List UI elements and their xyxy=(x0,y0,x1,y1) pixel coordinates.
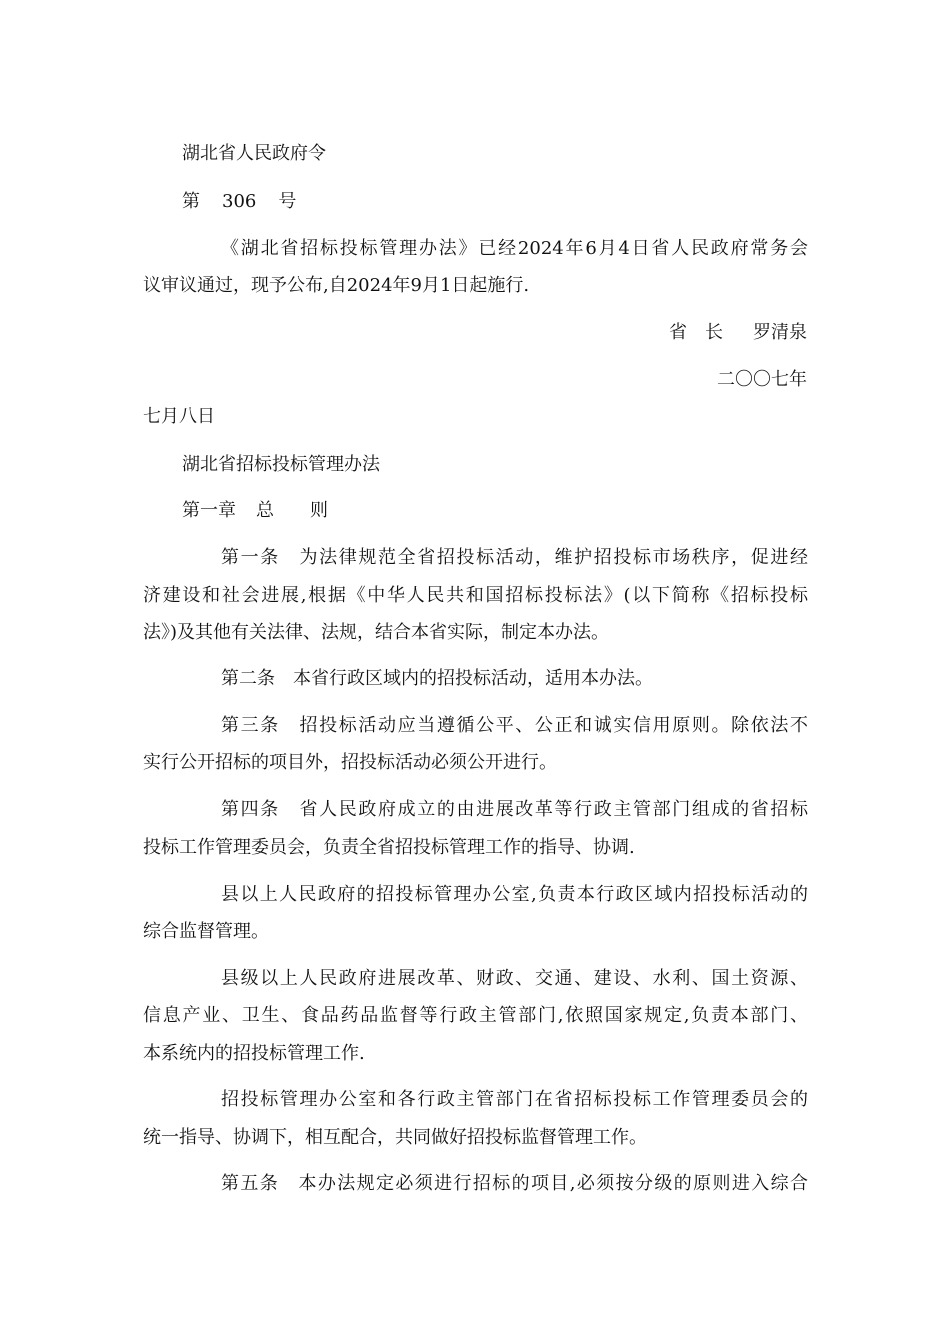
article-4-para-2-line-2: 综合监督管理。 xyxy=(143,921,269,942)
article-1-line-1: 第一条 为法律规范全省招投标活动，维护招投标市场秩序，促进经 xyxy=(221,547,808,568)
article-4-para-4-line-1: 招投标管理办公室和各行政主管部门在省招标投标工作管理委员会的 xyxy=(221,1089,808,1110)
order-number-line xyxy=(182,187,847,213)
article-1-line-3: 法》)及其他有关法律、法规，结合本省实际，制定本办法。 xyxy=(143,622,610,643)
article-4-line-2: 投标工作管理委员会，负责全省招投标管理工作的指导、协调. xyxy=(143,837,635,858)
date-line-1: 二〇〇七年 xyxy=(717,369,807,390)
document-title: 湖北省招标投标管理办法 xyxy=(182,454,380,475)
signature-line xyxy=(669,318,807,344)
article-4-line-1: 第四条 省人民政府成立的由进展改革等行政主管部门组成的省招标 xyxy=(221,799,808,820)
decree-line-1: 《湖北省招标投标管理办法》已经2024年6月4日省人民政府常务会 xyxy=(221,238,808,259)
article-2-line-1: 第二条 本省行政区域内的招投标活动，适用本办法。 xyxy=(221,668,653,689)
article-3-line-1: 第三条 招投标活动应当遵循公平、公正和诚实信用原则。除依法不 xyxy=(221,715,808,736)
article-4-para-3-line-1: 县级以上人民政府进展改革、财政、交通、建设、水利、国土资源、 xyxy=(221,968,808,989)
chapter-name: 总 则 xyxy=(256,500,328,521)
article-1-line-2: 济建设和社会进展,根据《中华人民共和国招标投标法》(以下简称《招标投标 xyxy=(143,585,808,606)
article-3-line-2: 实行公开招标的项目外，招投标活动必须公开进行。 xyxy=(143,752,557,773)
signature-name: 罗清泉 xyxy=(753,322,807,343)
order-prefix: 第 xyxy=(182,191,200,212)
date-line-2: 七月八日 xyxy=(143,406,215,427)
chapter-label: 第一章 xyxy=(182,500,236,521)
signature-title: 省 长 xyxy=(669,322,723,343)
article-4-para-2-line-1: 县以上人民政府的招投标管理办公室,负责本行政区域内招投标活动的 xyxy=(221,884,808,905)
decree-line-2: 议审议通过，现予公布,自2024年9月1日起施行. xyxy=(143,275,530,296)
issuer-heading: 湖北省人民政府令 xyxy=(182,143,326,164)
chapter-heading xyxy=(182,496,847,522)
article-5-line-1: 第五条 本办法规定必须进行招标的项目,必须按分级的原则进入综合 xyxy=(221,1173,808,1194)
order-suffix: 号 xyxy=(278,191,297,212)
article-4-para-3-line-3: 本系统内的招投标管理工作. xyxy=(143,1043,365,1064)
order-number: 306 xyxy=(222,191,257,212)
article-4-para-3-line-2: 信息产业、卫生、食品药品监督等行政主管部门,依照国家规定,负责本部门、 xyxy=(143,1005,808,1026)
article-4-para-4-line-2: 统一指导、协调下，相互配合，共同做好招投标监督管理工作。 xyxy=(143,1127,647,1148)
